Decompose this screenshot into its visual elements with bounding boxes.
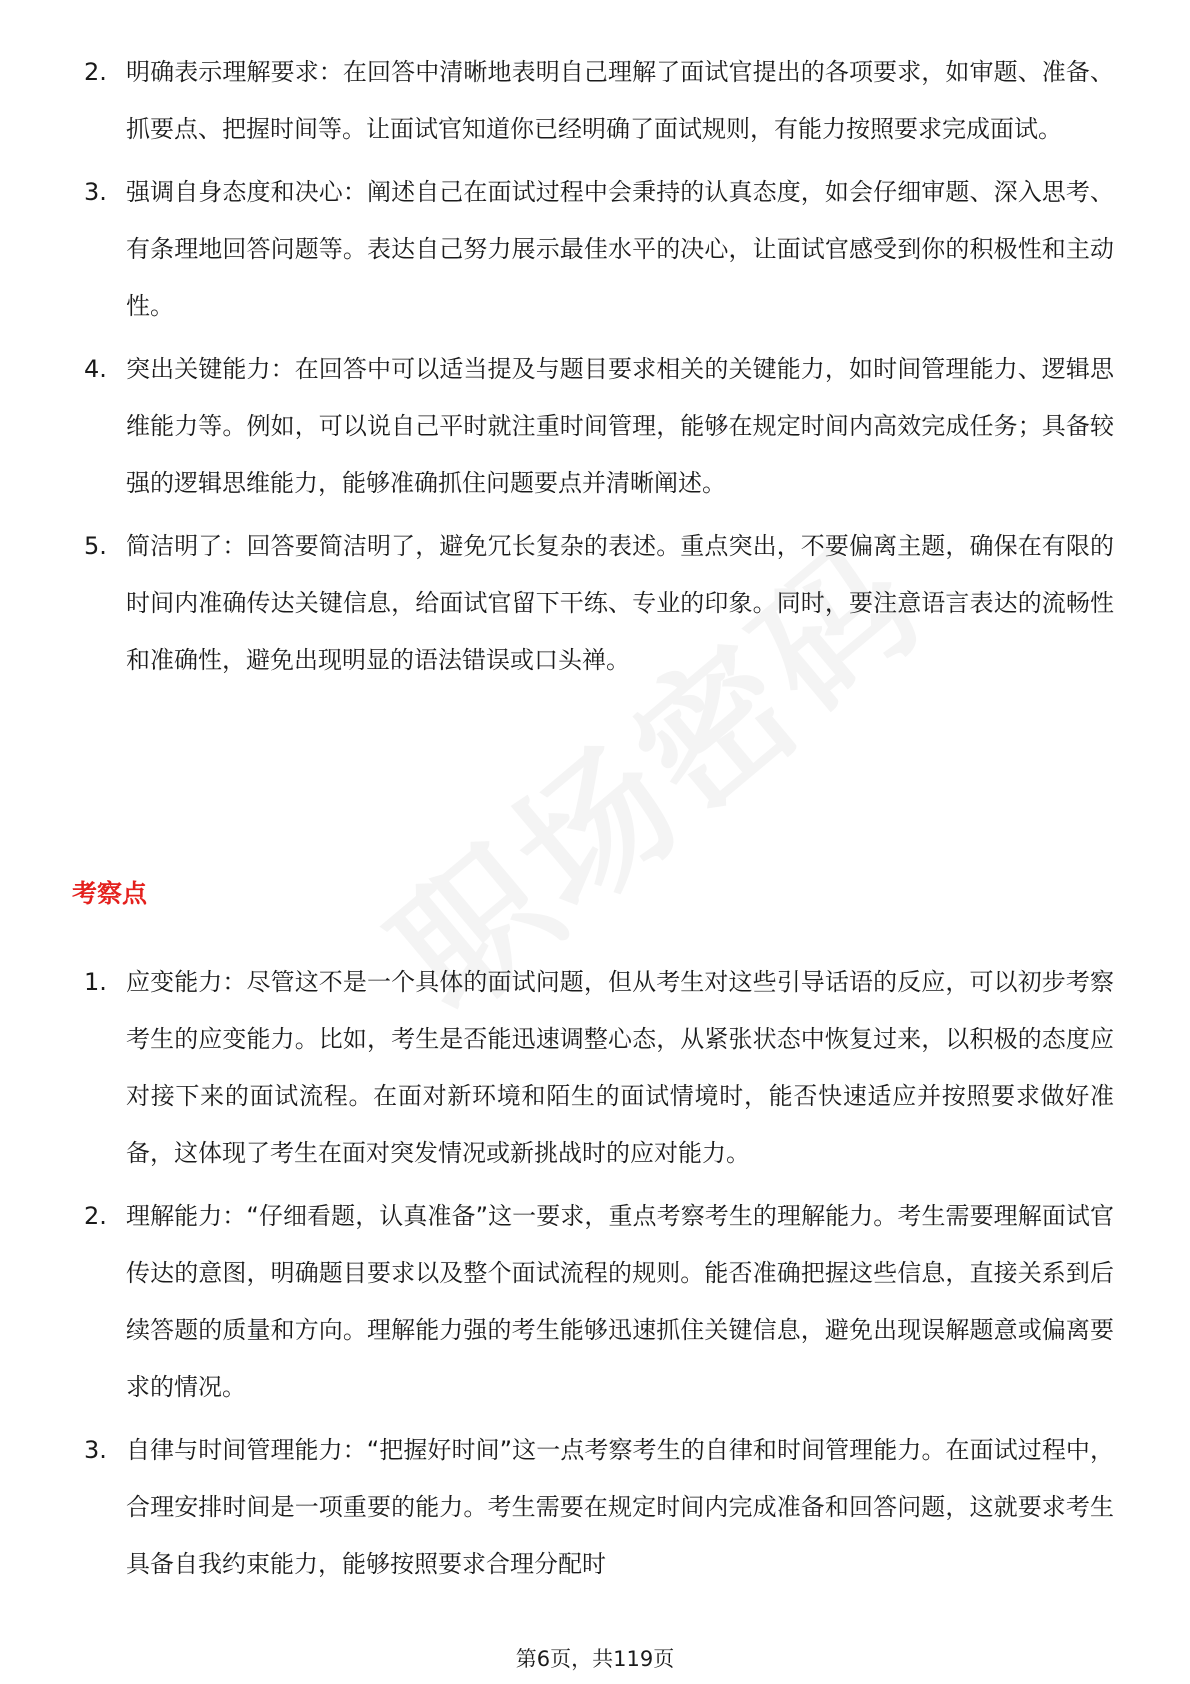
list-item-text: 强调自身态度和决心：阐述自己在面试过程中会秉持的认真态度，如会仔细审题、深入思考、有条理地回答问题等。表达自己努力展示最佳水平的决心，让面试官感受到你的积极性和主动性。: [126, 178, 1114, 320]
list-item-text: 明确表示理解要求：在回答中清晰地表明自己理解了面试官提出的各项要求，如审题、准备、抓要点、把握时间等。让面试官知道你已经明确了面试规则，有能力按照要求完成面试。: [126, 58, 1114, 143]
assessment-points-list: [0, 954, 1190, 1599]
list-item-text: 简洁明了：回答要简洁明了，避免冗长复杂的表述。重点突出，不要偏离主题，确保在有限的时间内准确传达关键信息，给面试官留下干练、专业的印象。同时，要注意语言表达的流畅性和准确性，避免出现明显的语法错误或口头禅。: [126, 532, 1114, 674]
list-item: [0, 518, 1190, 689]
list-item-number: 5.: [84, 532, 107, 560]
list-item-number: 3.: [84, 1436, 107, 1464]
answer-tips-list: [0, 44, 1190, 695]
list-item-number: 3.: [84, 178, 107, 206]
list-item: [0, 44, 1190, 158]
section-heading: 考察点: [72, 879, 148, 908]
list-item-number: 2.: [84, 58, 107, 86]
list-item-text: 应变能力：尽管这不是一个具体的面试问题，但从考生对这些引导话语的反应，可以初步考察考生的应变能力。比如，考生是否能迅速调整心态，从紧张状态中恢复过来，以积极的态度应对接下来的面试流程。在面对新环境和陌生的面试情境时，能否快速适应并按照要求做好准备，这体现了考生在面对突发情况或新挑战时的应对能力。: [126, 968, 1114, 1167]
list-item-text: 突出关键能力：在回答中可以适当提及与题目要求相关的关键能力，如时间管理能力、逻辑思维能力等。例如，可以说自己平时就注重时间管理，能够在规定时间内高效完成任务；具备较强的逻辑思维能力，能够准确抓住问题要点并清晰阐述。: [126, 355, 1114, 497]
list-item: [0, 954, 1190, 1182]
page-footer: 第6页，共119页: [515, 1647, 675, 1671]
list-item: [0, 341, 1190, 512]
list-item: [0, 1188, 1190, 1416]
list-item-number: 4.: [84, 355, 107, 383]
list-item: [0, 1422, 1190, 1593]
list-item-text: 自律与时间管理能力：“把握好时间”这一点考察考生的自律和时间管理能力。在面试过程中，合理安排时间是一项重要的能力。考生需要在规定时间内完成准备和回答问题，这就要求考生具备自我约束能力，能够按照要求合理分配时: [126, 1436, 1114, 1578]
list-item: [0, 164, 1190, 335]
list-item-text: 理解能力：“仔细看题，认真准备”这一要求，重点考察考生的理解能力。考生需要理解面试官传达的意图，明确题目要求以及整个面试流程的规则。能否准确把握这些信息，直接关系到后续答题的质量和方向。理解能力强的考生能够迅速抓住关键信息，避免出现误解题意或偏离要求的情况。: [126, 1202, 1114, 1401]
list-item-number: 2.: [84, 1202, 107, 1230]
list-item-number: 1.: [84, 968, 107, 996]
